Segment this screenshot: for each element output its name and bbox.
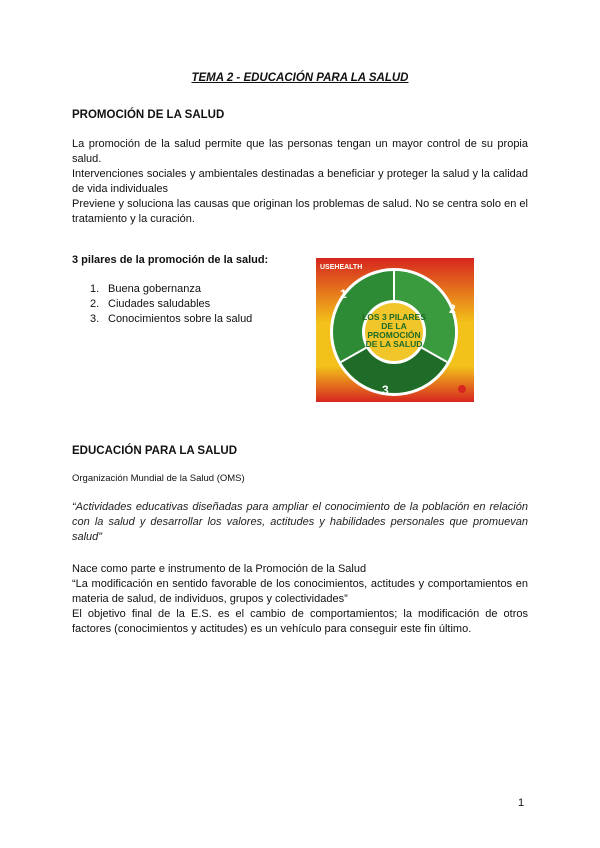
center-text-line: DE LA <box>381 321 407 331</box>
document-title: TEMA 2 - EDUCACIÓN PARA LA SALUD <box>191 72 409 84</box>
promocion-line: La promoción de la salud permite que las personas tengan un mayor control de su propia salud. <box>72 138 528 165</box>
educacion-line: El objetivo final de la E.S. es el cambio de comportamientos; la modificación de otros factores (conocimientos y actitudes) es un vehículo para conseguir este fin último. <box>72 608 528 635</box>
section-heading-promocion: PROMOCIÓN DE LA SALUD <box>72 109 225 121</box>
list-item-number: 1. <box>90 283 100 295</box>
pilares-list <box>90 282 252 327</box>
promocion-line: Intervenciones sociales y ambientales destinadas a beneficiar y proteger la salud y la calidad de vida individuales <box>72 168 528 195</box>
list-item-number: 3. <box>90 313 100 325</box>
segment-number: 2 <box>449 302 456 316</box>
segment-number: 1 <box>340 287 347 301</box>
educacion-line: Nace como parte e instrumento de la Promoción de la Salud <box>72 563 367 575</box>
educacion-line: “La modificación en sentido favorable de los conocimientos, actitudes y comportamientos en materia de salud, de individuos, grupos y colectividades” <box>72 578 528 605</box>
logo-dot <box>458 385 466 393</box>
promocion-paragraph <box>72 137 528 227</box>
section-heading-educacion: EDUCACIÓN PARA LA SALUD <box>72 445 238 457</box>
center-text-line: PROMOCIÓN <box>367 330 421 340</box>
list-item-number: 2. <box>90 298 100 310</box>
segment-number: 3 <box>382 383 389 397</box>
page-number: 1 <box>518 797 525 809</box>
figure-top-label: USEHEALTH <box>320 264 363 271</box>
center-text-line: DE LA SALUD <box>365 339 423 349</box>
educacion-paragraph <box>72 562 528 637</box>
pilares-heading: 3 pilares de la promoción de la salud: <box>72 254 269 266</box>
list-item-text: Ciudades saludables <box>108 298 211 310</box>
list-item <box>90 297 252 312</box>
pilares-figure <box>316 258 474 402</box>
center-text-line: LOS 3 PILARES <box>362 312 426 322</box>
source-label: Organización Mundial de la Salud (OMS) <box>72 473 245 484</box>
promocion-line: Previene y soluciona las causas que originan los problemas de salud. No se centra solo en el tratamiento y la curación. <box>72 198 528 225</box>
list-item-text: Conocimientos sobre la salud <box>108 313 253 325</box>
oms-quote: “Actividades educativas diseñadas para ampliar el conocimiento de la población en relación con la salud y desarrollar los valores, actitudes y habilidades personales que promuevan salud” <box>72 501 528 543</box>
list-item-text: Buena gobernanza <box>108 283 201 295</box>
list-item <box>90 282 252 297</box>
list-item <box>90 312 252 327</box>
